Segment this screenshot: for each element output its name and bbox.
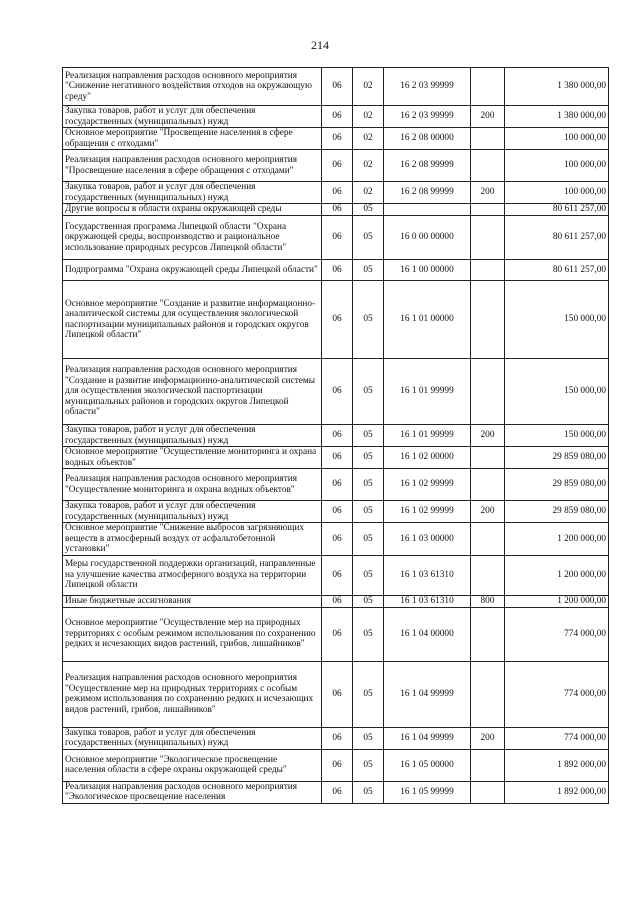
table-row (63, 425, 609, 447)
table-row (63, 128, 609, 150)
row-section: 06 (322, 447, 353, 469)
row-section: 06 (322, 150, 353, 182)
row-subsection: 05 (353, 281, 384, 359)
row-target-code: 16 2 03 99999 (384, 68, 471, 106)
row-subsection: 05 (353, 501, 384, 523)
table-row (63, 555, 609, 595)
row-expense-type: 200 (471, 106, 505, 128)
row-target-code: 16 1 02 99999 (384, 501, 471, 523)
row-subsection: 05 (353, 749, 384, 781)
table-row (63, 781, 609, 803)
row-subsection: 05 (353, 727, 384, 749)
row-target-code: 16 1 03 61310 (384, 595, 471, 607)
row-expense-type (471, 150, 505, 182)
table-row (63, 281, 609, 359)
row-amount: 100 000,00 (505, 150, 609, 182)
row-name: Основное мероприятие "Снижение выбросов загрязняющих веществ в атмосферный воздух от асфальтобетонной установки" (63, 523, 322, 556)
row-target-code: 16 1 02 99999 (384, 469, 471, 501)
row-target-code: 16 1 01 99999 (384, 359, 471, 425)
row-section: 06 (322, 281, 353, 359)
table-row (63, 68, 609, 106)
row-section: 06 (322, 216, 353, 260)
row-amount: 1 892 000,00 (505, 749, 609, 781)
row-target-code (384, 204, 471, 216)
row-target-code: 16 1 04 99999 (384, 727, 471, 749)
row-target-code: 16 2 08 99999 (384, 150, 471, 182)
row-subsection: 02 (353, 128, 384, 150)
row-amount: 774 000,00 (505, 607, 609, 661)
row-amount: 1 200 000,00 (505, 523, 609, 556)
row-target-code: 16 2 08 00000 (384, 128, 471, 150)
row-target-code: 16 1 05 99999 (384, 781, 471, 803)
row-amount: 80 611 257,00 (505, 204, 609, 216)
row-expense-type (471, 68, 505, 106)
row-amount: 1 200 000,00 (505, 595, 609, 607)
row-name: Закупка товаров, работ и услуг для обеспечения государственных (муниципальных) нужд (63, 182, 322, 204)
row-section: 06 (322, 106, 353, 128)
row-expense-type (471, 555, 505, 595)
row-section: 06 (322, 469, 353, 501)
row-amount: 1 892 000,00 (505, 781, 609, 803)
table-row (63, 469, 609, 501)
row-name: Иные бюджетные ассигнования (63, 595, 322, 607)
row-expense-type (471, 781, 505, 803)
row-amount: 1 200 000,00 (505, 555, 609, 595)
row-section: 06 (322, 425, 353, 447)
row-target-code: 16 1 03 61310 (384, 555, 471, 595)
row-name: Подпрограмма "Охрана окружающей среды Липецкой области" (63, 260, 322, 281)
row-subsection: 05 (353, 595, 384, 607)
row-subsection: 02 (353, 150, 384, 182)
row-subsection: 02 (353, 106, 384, 128)
row-target-code: 16 1 04 00000 (384, 607, 471, 661)
table-row (63, 607, 609, 661)
row-amount: 100 000,00 (505, 128, 609, 150)
row-name: Закупка товаров, работ и услуг для обеспечения государственных (муниципальных) нужд (63, 425, 322, 447)
budget-table (62, 67, 609, 804)
table-row (63, 727, 609, 749)
row-subsection: 05 (353, 359, 384, 425)
row-section: 06 (322, 727, 353, 749)
row-amount: 100 000,00 (505, 182, 609, 204)
row-name: Закупка товаров, работ и услуг для обеспечения государственных (муниципальных) нужд (63, 501, 322, 523)
table-row (63, 216, 609, 260)
row-name: Основное мероприятие "Экологическое просвещение населения области в сфере охраны окружающей среды" (63, 749, 322, 781)
row-expense-type (471, 523, 505, 556)
row-name: Закупка товаров, работ и услуг для обеспечения государственных (муниципальных) нужд (63, 727, 322, 749)
row-section: 06 (322, 661, 353, 727)
row-name: Реализация направления расходов основного мероприятия "Снижение негативного воздействия отходов на окружающую среду" (63, 68, 322, 106)
row-name: Закупка товаров, работ и услуг для обеспечения государственных (муниципальных) нужд (63, 106, 322, 128)
row-expense-type: 200 (471, 182, 505, 204)
row-subsection: 05 (353, 555, 384, 595)
row-expense-type (471, 749, 505, 781)
row-name: Реализация направления расходов основного мероприятия "Просвещение населения в сфере обращения с отходами" (63, 150, 322, 182)
row-expense-type (471, 128, 505, 150)
budget-table-body (63, 68, 609, 804)
row-subsection: 05 (353, 216, 384, 260)
row-name: Основное мероприятие "Осуществление мер на природных территориях с особым режимом использования по сохранению редких и исчезающих видов растений, грибов, лишайников" (63, 607, 322, 661)
table-row (63, 523, 609, 556)
row-expense-type (471, 260, 505, 281)
row-section: 06 (322, 595, 353, 607)
table-row (63, 359, 609, 425)
row-expense-type (471, 216, 505, 260)
row-expense-type (471, 281, 505, 359)
row-target-code: 16 2 08 99999 (384, 182, 471, 204)
row-expense-type: 800 (471, 595, 505, 607)
row-amount: 150 000,00 (505, 425, 609, 447)
row-expense-type (471, 661, 505, 727)
row-expense-type: 200 (471, 425, 505, 447)
table-row (63, 204, 609, 216)
row-name: Реализация направления расходов основного мероприятия "Экологическое просвещение населения (63, 781, 322, 803)
row-amount: 1 380 000,00 (505, 68, 609, 106)
row-subsection: 05 (353, 469, 384, 501)
row-section: 06 (322, 128, 353, 150)
row-amount: 80 611 257,00 (505, 260, 609, 281)
row-section: 06 (322, 359, 353, 425)
row-amount: 1 380 000,00 (505, 106, 609, 128)
row-name: Государственная программа Липецкой области "Охрана окружающей среды, воспроизводство и рациональное использование природных ресурсов Липецкой области" (63, 216, 322, 260)
row-amount: 29 859 080,00 (505, 469, 609, 501)
row-section: 06 (322, 182, 353, 204)
row-subsection: 02 (353, 182, 384, 204)
row-subsection: 05 (353, 260, 384, 281)
row-section: 06 (322, 749, 353, 781)
row-name: Реализация направления расходов основного мероприятия "Осуществление мер на природных территориях с особым режимом использования по сохранению редких и исчезающих видов растений, грибов, лишайников" (63, 661, 322, 727)
row-target-code: 16 1 00 00000 (384, 260, 471, 281)
row-section: 06 (322, 501, 353, 523)
row-amount: 29 859 080,00 (505, 501, 609, 523)
row-expense-type (471, 359, 505, 425)
row-subsection: 05 (353, 607, 384, 661)
row-expense-type (471, 607, 505, 661)
row-section: 06 (322, 68, 353, 106)
table-row (63, 661, 609, 727)
row-subsection: 02 (353, 68, 384, 106)
row-subsection: 05 (353, 204, 384, 216)
row-section: 06 (322, 204, 353, 216)
row-subsection: 05 (353, 661, 384, 727)
row-target-code: 16 2 03 99999 (384, 106, 471, 128)
row-target-code: 16 1 04 99999 (384, 661, 471, 727)
row-section: 06 (322, 260, 353, 281)
row-subsection: 05 (353, 425, 384, 447)
row-target-code: 16 1 03 00000 (384, 523, 471, 556)
row-expense-type: 200 (471, 501, 505, 523)
row-expense-type: 200 (471, 727, 505, 749)
row-name: Другие вопросы в области охраны окружающей среды (63, 204, 322, 216)
row-amount: 29 859 080,00 (505, 447, 609, 469)
row-target-code: 16 1 02 00000 (384, 447, 471, 469)
row-amount: 80 611 257,00 (505, 216, 609, 260)
page-number: 214 (311, 38, 329, 52)
row-name: Меры государственной поддержки организаций, направленные на улучшение качества атмосферного воздуха на территории Липецкой области (63, 555, 322, 595)
row-section: 06 (322, 523, 353, 556)
row-amount: 150 000,00 (505, 359, 609, 425)
table-row (63, 260, 609, 281)
row-expense-type (471, 469, 505, 501)
table-row (63, 749, 609, 781)
row-amount: 774 000,00 (505, 661, 609, 727)
table-row (63, 182, 609, 204)
row-subsection: 05 (353, 447, 384, 469)
row-amount: 150 000,00 (505, 281, 609, 359)
table-row (63, 106, 609, 128)
row-name: Основное мероприятие "Создание и развитие информационно-аналитической системы для осуществления экологической паспортизации муниципальных районов и городских округов Липецкой области" (63, 281, 322, 359)
row-section: 06 (322, 781, 353, 803)
row-section: 06 (322, 555, 353, 595)
row-name: Реализация направления расходов основного мероприятия "Создание и развитие информационно-аналитической системы для осуществления экологической паспортизации муниципальных районов и городских округов Липецкой области" (63, 359, 322, 425)
row-subsection: 05 (353, 781, 384, 803)
row-target-code: 16 1 01 99999 (384, 425, 471, 447)
row-subsection: 05 (353, 523, 384, 556)
row-name: Основное мероприятие "Просвещение населения в сфере обращения с отходами" (63, 128, 322, 150)
table-row (63, 595, 609, 607)
table-row (63, 150, 609, 182)
table-row (63, 447, 609, 469)
row-name: Реализация направления расходов основного мероприятия "Осуществление мониторинга и охрана водных объектов" (63, 469, 322, 501)
row-amount: 774 000,00 (505, 727, 609, 749)
row-section: 06 (322, 607, 353, 661)
row-expense-type (471, 447, 505, 469)
row-target-code: 16 0 00 00000 (384, 216, 471, 260)
table-row (63, 501, 609, 523)
row-target-code: 16 1 05 00000 (384, 749, 471, 781)
row-expense-type (471, 204, 505, 216)
row-target-code: 16 1 01 00000 (384, 281, 471, 359)
row-name: Основное мероприятие "Осуществление мониторинга и охрана водных объектов" (63, 447, 322, 469)
